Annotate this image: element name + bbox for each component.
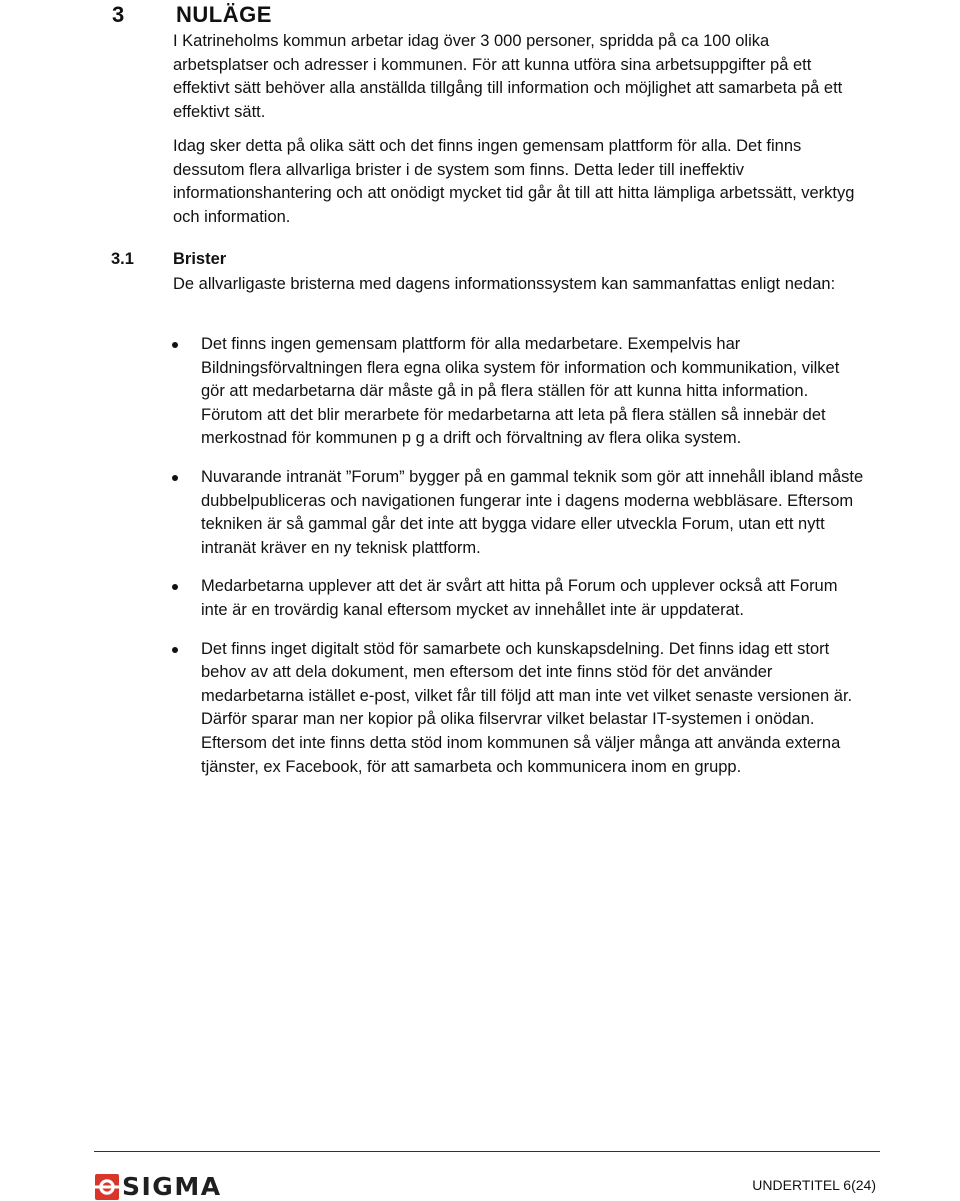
problem-paragraph: Idag sker detta på olika sätt och det finns ingen gemensam plattform för alla. Det finns dessutom flera allvarliga brister i de system som finns. Detta leder till ineffektiv informationshantering och att onödigt mycket tid går åt till att hitta lämpliga arbetssätt, verktyg och information. xyxy=(173,137,855,226)
list-item xyxy=(165,575,865,622)
bullet-icon xyxy=(172,647,178,653)
footer-divider xyxy=(94,1151,880,1152)
deficiency-list xyxy=(165,333,865,794)
list-item-text: Nuvarande intranät ”Forum” bygger på en gammal teknik som gör att innehåll ibland måste dubbelpubliceras och navigationen fungerar inte i dagens moderna webbläsare. Eftersom tekniken är så gammal går det inte att bygga vidare eller utveckla Forum, utan ett nytt intranät kräver en ny teknisk plattform. xyxy=(201,467,864,557)
sigma-logo xyxy=(95,1174,222,1200)
intro-paragraph: I Katrineholms kommun arbetar idag över 3 000 personer, spridda på ca 100 olika arbetsplatser och adresser i kommunen. För att kunna utföra sina arbetsuppgifter på ett effektivt sätt behöver alla anställda tillgång till information och möjlighet att samarbeta på ett effektivt sätt. xyxy=(173,32,843,121)
subsection-number: 3.1 xyxy=(111,250,134,268)
list-item-text: Det finns ingen gemensam plattform för alla medarbetare. Exempelvis har Bildningsförvaltningen flera egna olika system för information och kommunikation, vilket gör att medarbetarna där måste gå in på flera ställen för att kunna hitta information. Förutom att det blir merarbete för medarbetarna att leta på flera ställen så innebär det merkostnad för kommunen p g a drift och förvaltning av flera olika system. xyxy=(201,335,840,448)
list-item xyxy=(165,333,865,451)
list-item-text: Det finns inget digitalt stöd för samarbete och kunskapsdelning. Det finns idag ett stort behov av att dela dokument, men eftersom det inte finns stöd för det använder medarbetarna istället e-post, vilket får till följd att man inte vet vilket senaste versionen är. Därför sparar man ner kopior på olika filservrar vilket belastar IT-systemen i onödan. Eftersom det inte finns detta stöd inom kommunen så väljer många att använda externa tjänster, ex Facebook, för att samarbeta och kommunicera inom en grupp. xyxy=(201,639,853,776)
sigma-logo-mark-icon xyxy=(95,1174,119,1200)
list-item xyxy=(165,638,865,780)
bullet-icon xyxy=(172,475,178,481)
section-number: 3 xyxy=(112,2,125,27)
list-item xyxy=(165,466,865,560)
subsection-title: Brister xyxy=(173,250,227,268)
subsection-intro: De allvarligaste bristerna med dagens informationssystem kan sammanfattas enligt nedan: xyxy=(173,275,836,293)
list-item-text: Medarbetarna upplever att det är svårt att hitta på Forum och upplever också att Forum inte är en trovärdig kanal eftersom mycket av innehållet inte är uppdaterat. xyxy=(201,577,838,619)
bullet-icon xyxy=(172,584,178,590)
section-title: NULÄGE xyxy=(176,2,272,27)
bullet-icon xyxy=(172,342,178,348)
logo-text: SIGMA xyxy=(122,1172,222,1201)
page-footer-label: UNDERTITEL 6(24) xyxy=(752,1177,876,1193)
